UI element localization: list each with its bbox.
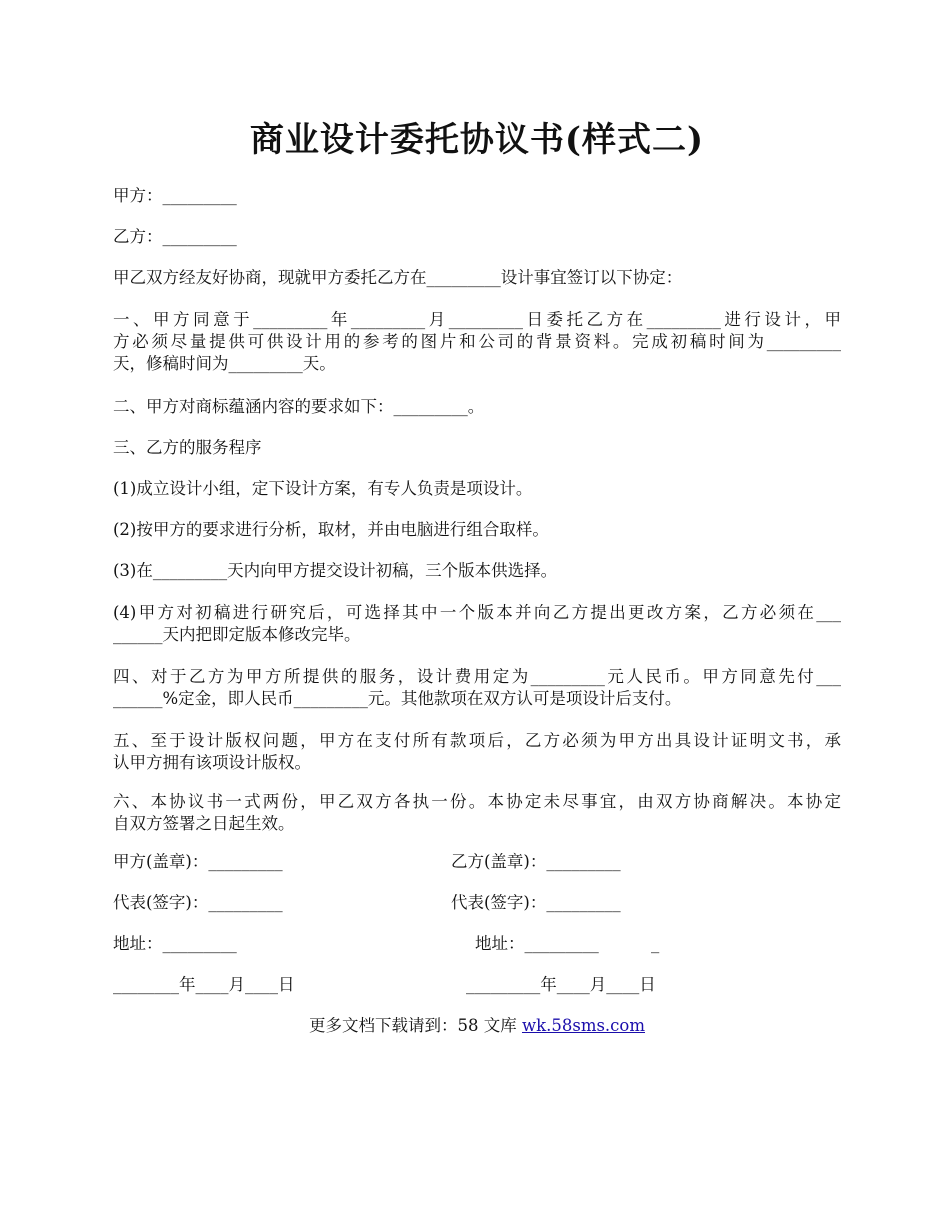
clause-1-line-3: 天，修稿时间为_________天。 (113, 354, 336, 373)
clause-3-heading: 三、乙方的服务程序 (113, 438, 262, 457)
intro-paragraph: 甲乙双方经友好协商，现就甲方委托乙方在_________设计事宜签订以下协定： (113, 268, 683, 287)
clause-1-line-1: 一、甲方同意于_________年_________月_________日委托乙方在_________进行设计，甲 (113, 310, 841, 329)
clause-5-line-1: 五、至于设计版权问题，甲方在支付所有款项后，乙方必须为甲方出具设计证明文书，承 (113, 731, 841, 750)
clause-1 (113, 309, 841, 375)
representative-a: 代表(签字)：_________ (113, 893, 283, 912)
representative-b: 代表(签字)：_________ (451, 893, 621, 912)
clause-2: 二、甲方对商标蕴涵内容的要求如下：_________。 (113, 397, 485, 416)
address-b-tail: _ (651, 934, 660, 953)
service-step-4-line-1: (4)甲方对初稿进行研究后，可选择其中一个版本并向乙方提出更改方案，乙方必须在___ (113, 603, 841, 622)
clause-4 (113, 666, 841, 710)
address-a: 地址：_________ (113, 934, 237, 953)
party-b-seal: 乙方(盖章)：_________ (451, 852, 621, 871)
date-a: ________年____月____日 (113, 975, 295, 994)
party-a-line: 甲方：_________ (113, 186, 237, 205)
clause-6 (113, 791, 841, 835)
document-title: 商业设计委托协议书(样式二) (249, 120, 705, 160)
service-step-4 (113, 602, 841, 646)
service-step-3: (3)在_________天内向甲方提交设计初稿，三个版本供选择。 (113, 561, 558, 580)
footer-link[interactable]: wk.58sms.com (521, 1016, 645, 1035)
clause-1-line-2: 方必须尽量提供可供设计用的参考的图片和公司的背景资料。完成初稿时间为_________ (113, 332, 841, 351)
service-step-4-line-2: ______天内把即定版本修改完毕。 (113, 625, 361, 644)
clause-5 (113, 730, 841, 774)
clause-5-line-2: 认甲方拥有该项设计版权。 (113, 753, 311, 772)
address-b: 地址：_________ (475, 934, 599, 953)
party-b-line: 乙方：_________ (113, 227, 237, 246)
party-a-seal: 甲方(盖章)：_________ (113, 852, 283, 871)
footer-text: 更多文档下载请到：58 文库 (308, 1016, 522, 1035)
date-b: _________年____月____日 (466, 975, 656, 994)
service-step-2: (2)按甲方的要求进行分析，取材，并由电脑进行组合取样。 (113, 520, 549, 539)
clause-6-line-1: 六、本协议书一式两份，甲乙双方各执一份。本协定未尽事宜，由双方协商解决。本协定 (113, 792, 841, 811)
clause-6-line-2: 自双方签署之日起生效。 (113, 814, 295, 833)
footer (113, 1015, 841, 1037)
service-step-1: (1)成立设计小组，定下设计方案，有专人负责是项设计。 (113, 479, 533, 498)
clause-4-line-2: ______%定金，即人民币_________元。其他款项在双方认可是项设计后支付。 (113, 689, 682, 708)
clause-4-line-1: 四、对于乙方为甲方所提供的服务，设计费用定为_________元人民币。甲方同意先付___ (113, 667, 841, 686)
